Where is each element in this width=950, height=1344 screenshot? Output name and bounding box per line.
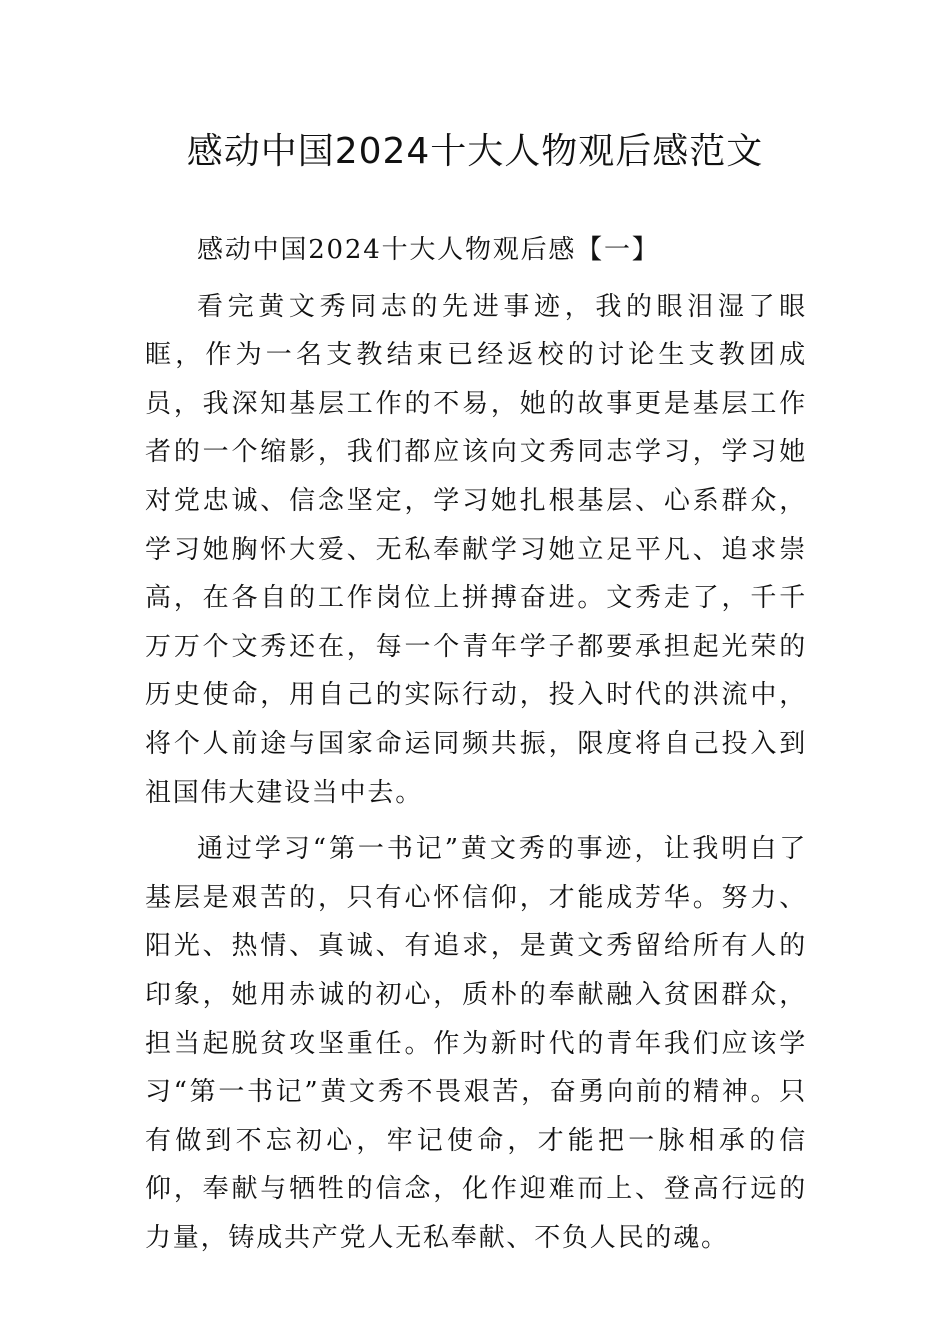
document-title: 感动中国2024十大人物观后感范文 bbox=[186, 131, 764, 172]
document-body bbox=[145, 226, 807, 1270]
section-heading: 感动中国2024十大人物观后感【一】 bbox=[197, 235, 660, 265]
paragraph-1: 看完黄文秀同志的先进事迹，我的眼泪湿了眼眶，作为一名支教结束已经返校的讨论生支教团成员，我深知基层工作的不易，她的故事更是基层工作者的一个缩影，我们都应该向文秀同志学习，学习她对党忠诚、信念坚定，学习她扎根基层、心系群众，学习她胸怀大爱、无私奉献学习她立足平凡、追求崇高，在各自的工作岗位上拼搏奋进。文秀走了，千千万万个文秀还在，每一个青年学子都要承担起光荣的历史使命，用自己的实际行动，投入时代的洪流中，将个人前途与国家命运同频共振，限度将自己投入到祖国伟大建设当中去。 bbox=[145, 291, 807, 808]
paragraph-2: 通过学习“第一书记”黄文秀的事迹，让我明白了基层是艰苦的，只有心怀信仰，才能成芳华。努力、阳光、热情、真诚、有追求，是黄文秀留给所有人的印象，她用赤诚的初心，质朴的奉献融入贫困群众，担当起脱贫攻坚重任。作为新时代的青年我们应该学习“第一书记”黄文秀不畏艰苦，奋勇向前的精神。只有做到不忘初心，牢记使命，才能把一脉相承的信仰，奉献与牺牲的信念，化作迎难而上、登高行远的力量，铸成共产党人无私奉献、不负人民的魂。 bbox=[145, 834, 807, 1253]
